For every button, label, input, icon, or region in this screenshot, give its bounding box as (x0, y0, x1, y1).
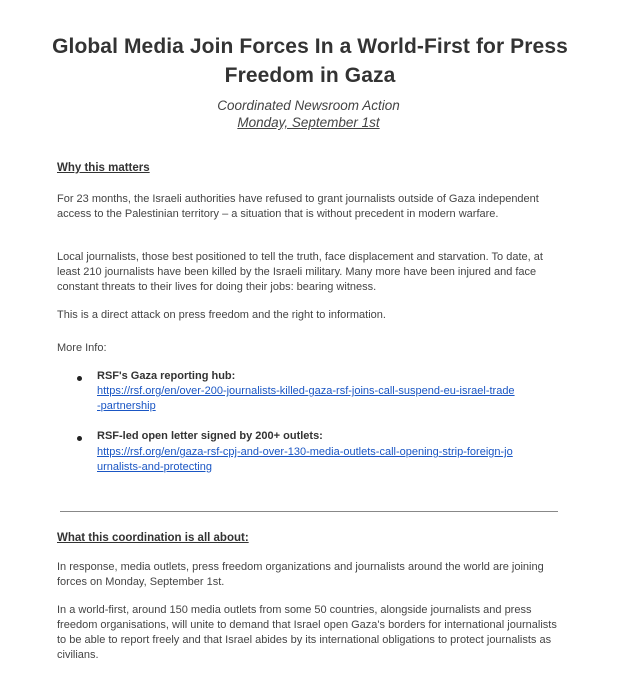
link-rsf-hub[interactable] (97, 384, 567, 414)
why-paragraph-1: For 23 months, the Israeli authorities have refused to grant journalists outside of Gaza independent access to the Palestinian territory – a situation that is without precedent in modern warfare. (57, 193, 539, 220)
link-rsf-hub-line2: -partnership (97, 400, 156, 412)
link-title-rsf-hub: RSF's Gaza reporting hub: (97, 370, 236, 382)
why-paragraph-3: This is a direct attack on press freedom and the right to information. (57, 309, 386, 321)
link-title-open-letter: RSF-led open letter signed by 200+ outlets: (97, 430, 323, 442)
link-rsf-hub-line1: https://rsf.org/en/over-200-journalists-killed-gaza-rsf-joins-call-suspend-eu-israel-trade (97, 385, 515, 397)
more-info-label: More Info: (57, 342, 107, 354)
document-title: Global Media Join Forces In a World-First for Press Freedom in Gaza (52, 35, 568, 87)
document-date: Monday, September 1st (237, 115, 380, 130)
coordination-paragraph-1: In response, media outlets, press freedom organizations and journalists around the world are joining forces on Monday, September 1st. (57, 561, 544, 588)
link-open-letter-line1: https://rsf.org/en/gaza-rsf-cpj-and-over-130-media-outlets-call-opening-strip-foreign-jo (97, 446, 513, 458)
document-subtitle: Coordinated Newsroom Action (217, 98, 400, 113)
bullet-icon (77, 436, 82, 441)
why-heading: Why this matters (57, 162, 150, 174)
bullet-icon (77, 376, 82, 381)
section-divider (60, 511, 558, 512)
why-paragraph-2: Local journalists, those best positioned to tell the truth, face displacement and starvation. To date, at least 210 journalists have been killed by the Israeli military. Many more have been injured and face constant threats to their lives for doing their jobs: bearing witness. (57, 251, 543, 293)
link-open-letter[interactable] (97, 445, 567, 475)
coordination-paragraph-2: In a world-first, around 150 media outlets from some 50 countries, alongside journalists and press freedom organisations, will unite to demand that Israel open Gaza's borders for international journalists to be able to report freely and that Israel abides by its international obligations to protect journalists as civilians. (57, 604, 557, 661)
link-open-letter-line2: urnalists-and-protecting (97, 461, 212, 473)
coordination-heading: What this coordination is all about: (57, 532, 249, 544)
